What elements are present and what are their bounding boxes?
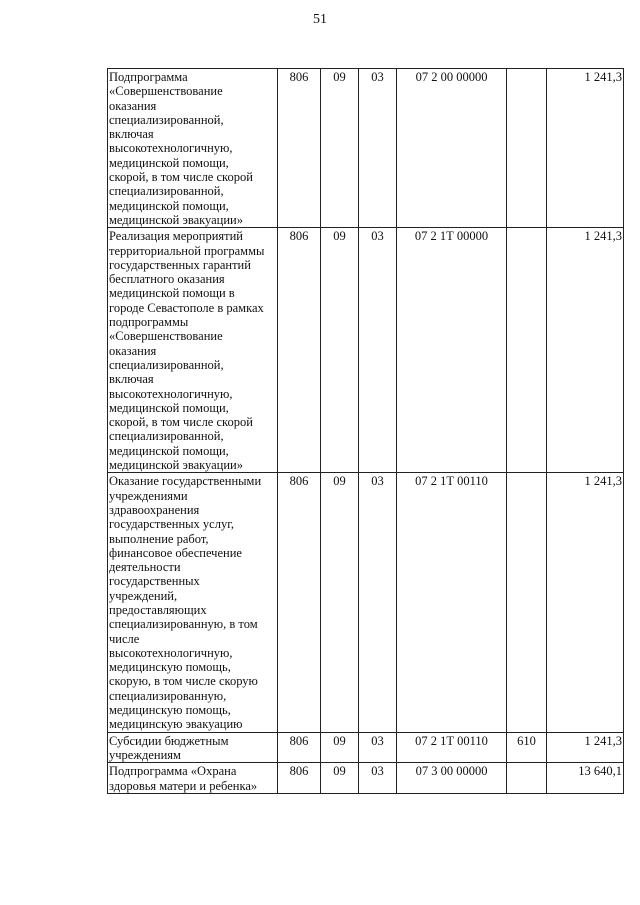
- subsection-code-cell: 03: [359, 732, 397, 763]
- expense-type-cell: [507, 228, 547, 473]
- target-article-cell: 07 2 1Т 00110: [397, 473, 507, 732]
- subsection-code-cell: 03: [359, 69, 397, 228]
- subsection-code-cell: 03: [359, 228, 397, 473]
- section-code-cell: 09: [321, 473, 359, 732]
- amount-cell: 13 640,1: [547, 763, 624, 794]
- table-row: [108, 473, 624, 732]
- budget-table: [107, 68, 624, 794]
- row-name-cell: Подпрограмма «Охрана здоровья матери и ребенка»: [108, 763, 278, 794]
- expense-type-cell: [507, 69, 547, 228]
- subsection-code-cell: 03: [359, 763, 397, 794]
- target-article-cell: 07 2 1Т 00000: [397, 228, 507, 473]
- table-row: [108, 732, 624, 763]
- table-row: [108, 228, 624, 473]
- table-row: [108, 69, 624, 228]
- table-row: [108, 763, 624, 794]
- grbs-code-cell: 806: [278, 473, 321, 732]
- amount-cell: 1 241,3: [547, 228, 624, 473]
- section-code-cell: 09: [321, 228, 359, 473]
- target-article-cell: 07 2 00 00000: [397, 69, 507, 228]
- section-code-cell: 09: [321, 763, 359, 794]
- expense-type-cell: [507, 473, 547, 732]
- grbs-code-cell: 806: [278, 763, 321, 794]
- expense-type-cell: [507, 763, 547, 794]
- page-number: 51: [313, 12, 327, 27]
- grbs-code-cell: 806: [278, 732, 321, 763]
- target-article-cell: 07 3 00 00000: [397, 763, 507, 794]
- expense-type-cell: 610: [507, 732, 547, 763]
- section-code-cell: 09: [321, 732, 359, 763]
- row-name-cell: Оказание государственными учреждениями здравоохранения государственных услуг, выполнение работ, финансовое обеспечение деятельности государственных учреждений, предоставляющих специализированную, в том числе высокотехнологичную, медицинскую помощь, скорую, в том числе скорую специализированную, медицинскую помощь, медицинскую эвакуацию: [108, 473, 278, 732]
- row-name-cell: Подпрограмма «Совершенствование оказания специализированной, включая высокотехнологичную, медицинской помощи, скорой, в том числе скорой специализированной, медицинской помощи, медицинской эвакуации»: [108, 69, 278, 228]
- grbs-code-cell: 806: [278, 69, 321, 228]
- grbs-code-cell: 806: [278, 228, 321, 473]
- row-name-cell: Реализация мероприятий территориальной программы государственных гарантий бесплатного оказания медицинской помощи в городе Севастополе в рамках подпрограммы «Совершенствование оказания специализированной, включая высокотехнологичную, медицинской помощи, скорой, в том числе скорой специализированной, медицинской помощи, медицинской эвакуации»: [108, 228, 278, 473]
- target-article-cell: 07 2 1Т 00110: [397, 732, 507, 763]
- amount-cell: 1 241,3: [547, 732, 624, 763]
- section-code-cell: 09: [321, 69, 359, 228]
- amount-cell: 1 241,3: [547, 473, 624, 732]
- row-name-cell: Субсидии бюджетным учреждениям: [108, 732, 278, 763]
- subsection-code-cell: 03: [359, 473, 397, 732]
- amount-cell: 1 241,3: [547, 69, 624, 228]
